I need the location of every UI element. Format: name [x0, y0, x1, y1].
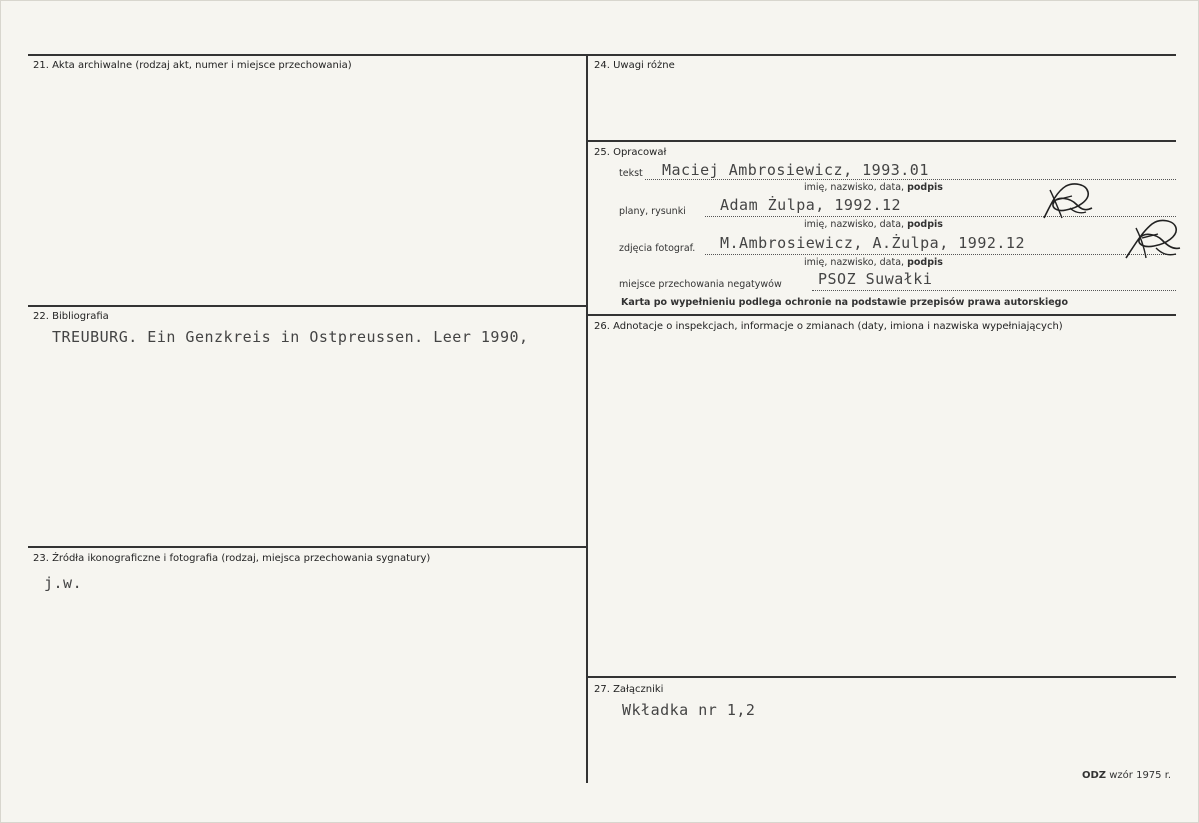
section-24-label: 24. Uwagi różne: [594, 60, 675, 71]
form-code: [1082, 770, 1171, 781]
signature-zdjecia: [1120, 214, 1184, 264]
negatywy-dotted-line: [812, 290, 1176, 291]
iconographic-sources-value: j.w.: [44, 574, 83, 592]
negatywy-label: miejsce przechowania negatywów: [619, 279, 782, 290]
bibliography-entry: TREUBURG. Ein Genzkreis in Ostpreussen. Leer 1990,: [52, 328, 529, 346]
zdjecia-value: M.Ambrosiewicz, A.Żulpa, 1992.12: [720, 234, 1025, 252]
plany-value: Adam Żulpa, 1992.12: [720, 196, 902, 214]
plany-label: plany, rysunki: [619, 206, 686, 217]
caption-text: imię, nazwisko, data,: [804, 219, 905, 230]
copyright-notice: Karta po wypełnieniu podlega ochronie na podstawie przepisów prawa autorskiego: [621, 297, 1068, 308]
plany-dotted-line: [705, 216, 1176, 217]
caption-text: imię, nazwisko, data,: [804, 182, 905, 193]
caption-bold: podpis: [907, 219, 943, 230]
tekst-value: Maciej Ambrosiewicz, 1993.01: [662, 161, 929, 179]
section-22-label: 22. Bibliografia: [33, 311, 109, 322]
caption-bold: podpis: [907, 182, 943, 193]
negatywy-value: PSOZ Suwałki: [818, 270, 933, 288]
top-rule: [28, 54, 1176, 56]
attachments-value: Wkładka nr 1,2: [622, 701, 756, 719]
form-code-rest: wzór 1975 r.: [1109, 770, 1172, 781]
zdjecia-caption: [804, 257, 943, 268]
zdjecia-dotted-line: [705, 254, 1176, 255]
section-26-label: 26. Adnotacje o inspekcjach, informacje o zmianach (daty, imiona i nazwiska wypełniających): [594, 321, 1063, 332]
caption-bold: podpis: [907, 257, 943, 268]
rule-24-25: [588, 140, 1176, 142]
tekst-label: tekst: [619, 168, 643, 179]
section-21-label: 21. Akta archiwalne (rodzaj akt, numer i miejsce przechowania): [33, 60, 352, 71]
rule-21-22: [28, 305, 586, 307]
center-divider: [586, 55, 588, 783]
tekst-caption: [804, 182, 943, 193]
rule-22-23: [28, 546, 586, 548]
plany-caption: [804, 219, 943, 230]
section-25-label: 25. Opracował: [594, 147, 667, 158]
rule-26-27: [588, 676, 1176, 678]
signature-plany: [1036, 178, 1096, 224]
caption-text: imię, nazwisko, data,: [804, 257, 905, 268]
zdjecia-label: zdjęcia fotograf.: [619, 243, 696, 254]
rule-25-26: [588, 314, 1176, 316]
section-23-label: 23. Źródła ikonograficzne i fotografia (rodzaj, miejsca przechowania sygnatury): [33, 553, 431, 564]
tekst-dotted-line: [645, 179, 1176, 180]
form-code-bold: ODZ: [1082, 770, 1107, 781]
section-27-label: 27. Załączniki: [594, 684, 664, 695]
